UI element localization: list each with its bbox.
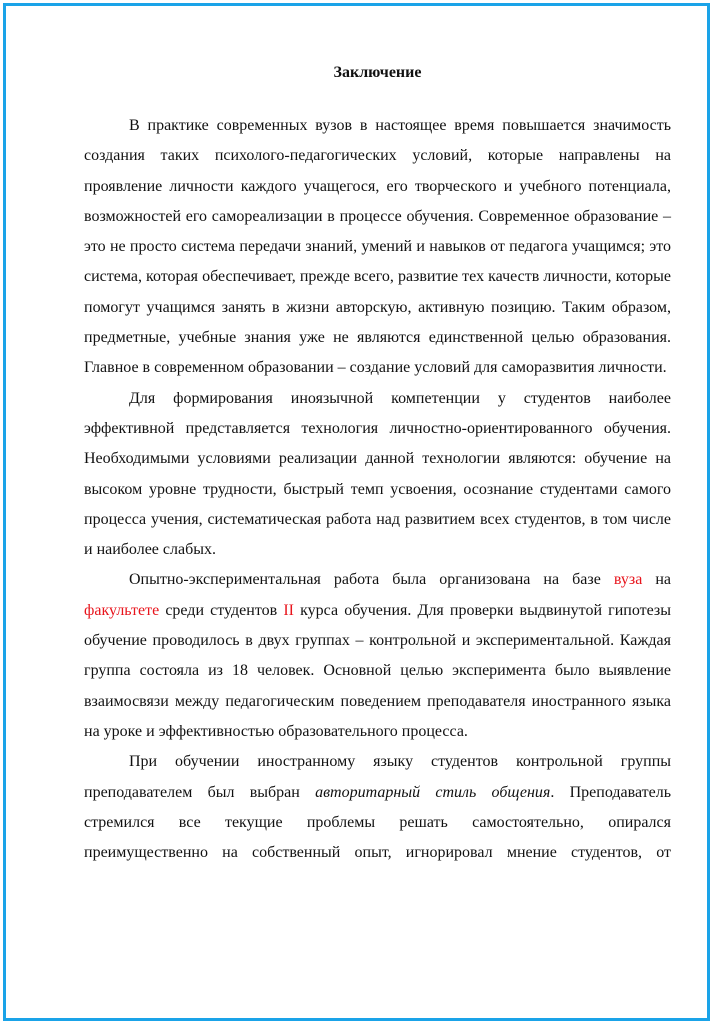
paragraph-1: В практике современных вузов в настоящее время повышается значимость создания таких психолого-педагогических условий, которые направлены на проявление личности каждого учащегося, его творческого и учебного потенциала, возможностей его самореализации в процессе обучения. Современное образование – это не просто система передачи знаний, умений и навыков от педагога учащимся; это система, которая обеспечивает, прежде всего, развитие тех качеств личности, которые помогут учащимся занять в жизни авторскую, активную позицию. Таким образом, предметные, учебные знания уже не являются единственной целью образования. Главное в современном образовании – создание условий для саморазвития личности.: [84, 117, 671, 377]
document-title: Заключение: [333, 64, 422, 81]
paragraph-4-text-1: При обучении иностранному языку студентов контрольной группы преподавателем был выбран: [84, 753, 671, 801]
paragraph-3: [84, 565, 671, 747]
paragraph-3-text-1: Опытно-экспериментальная работа была организована на базе: [129, 571, 614, 589]
paragraph-3-text-3: среди студентов: [159, 601, 284, 619]
highlight-university: вуза: [613, 571, 643, 589]
paragraph-4-text-2: . Преподаватель стремился все текущие проблемы решать самостоятельно, опирался преимущественно на собственный опыт, игнорировал мнение студентов, от: [84, 783, 672, 862]
highlight-faculty: факультете: [84, 601, 160, 619]
paragraph-2: Для формирования иноязычной компетенции у студентов наиболее эффективной представляется технология личностно-ориентированного обучения. Необходимыми условиями реализации данной технологии являются: обучение на высоком уровне трудности, быстрый темп усвоения, осознание студентами самого процесса учения, систематическая работа над развитием всех студентов, в том числе и наиболее слабых.: [84, 389, 671, 559]
paragraph-3-text-2: на: [642, 571, 672, 589]
document-page: [84, 62, 671, 868]
paragraph-4: [84, 747, 671, 868]
authoritarian-style-emphasis: авторитарный стиль общения: [315, 783, 551, 801]
highlight-course: II: [283, 601, 294, 619]
paragraph-3-text-4: курса обучения. Для проверки выдвинутой гипотезы обучение проводилось в двух группах – контрольной и экспериментальной. Каждая группа состояла из 18 человек. Основной целью эксперимента было выявление взаимосвязи между педагогическим поведением преподавателя иностранного языка на уроке и эффективностью образовательного процесса.: [84, 601, 671, 740]
